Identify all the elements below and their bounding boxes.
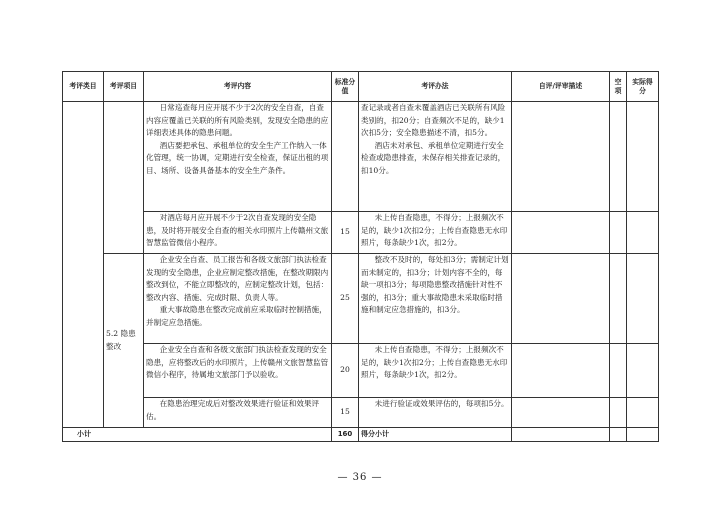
self-eval-cell[interactable] [512,254,610,344]
content-paragraph: 企业安全自查、员工报告和各级文旅部门执法检查发现的安全隐患，企业应制定整改措施，在整改期限内整改到位，不能立即整改的，应制定整改计划，包括：整改内容、措施、完成时限、负责人等。 [146,255,329,302]
subtotal-actual[interactable] [627,428,659,442]
header-actual: 实际得分 [627,72,659,102]
score-cell: 15 [332,398,359,428]
self-eval-cell[interactable] [512,398,610,428]
subtotal-score-label: 得分小计 [359,428,512,442]
method-cell [359,102,512,212]
method-cell [359,344,512,398]
method-paragraph: 整改不及时的，每处扣3分；需制定计划而未制定的，扣3分；计划内容不全的，每缺一项扣3分；每项隐患整改措施针对性不强的，扣3分；重大事故隐患未采取临时措施和制定应急措施的，扣3分。 [361,255,509,315]
evaluation-table [62,71,659,442]
method-paragraph: 未进行验证或效果评估的，每项扣5分。 [374,399,509,408]
header-score: 标准分值 [332,72,359,102]
item-cell-upper [104,102,144,254]
header-item: 考评项目 [104,72,144,102]
category-cell [63,102,104,428]
header-blank: 空项 [610,72,627,102]
method-paragraph: 未上传自查隐患，不得分；上报频次不足的，缺少1次扣2分；上传自查隐患无水印照片，每条缺少1次，扣2分。 [361,345,508,380]
self-eval-cell[interactable] [512,102,610,212]
content-cell [144,254,332,344]
subtotal-self-eval[interactable] [512,428,610,442]
score-cell [332,102,359,212]
blank-cell[interactable] [610,344,627,398]
header-category: 考评类目 [63,72,104,102]
header-self-eval: 自评/评审描述 [512,72,610,102]
content-paragraph: 企业安全自查和各级文旅部门执法检查发现的安全隐患，应将整改后的水印照片，上传赣州文旅智慧监管微信小程序，待属地文旅部门予以验收。 [146,345,329,380]
subtotal-row [63,428,659,442]
content-paragraph: 日常巡查每月应开展不少于2次的安全自查，自查内容应覆盖已关联的所有风险类别，发现安全隐患的应详细表述具体的隐患问题。 [146,103,329,138]
actual-score-cell[interactable] [627,254,659,344]
score-cell: 15 [332,212,359,254]
method-cell [359,398,512,428]
method-paragraph: 未上传自查隐患，不得分；上报频次不足的，缺少1次扣2分；上传自查隐患无水印照片，每条缺少1次，扣2分。 [361,213,508,248]
table-row [63,254,659,344]
blank-cell[interactable] [610,212,627,254]
subtotal-blank[interactable] [610,428,627,442]
content-cell [144,398,332,428]
method-cell [359,254,512,344]
actual-score-cell[interactable] [627,344,659,398]
page-number: — 36 — [337,472,383,483]
table-row [63,344,659,398]
self-eval-cell[interactable] [512,344,610,398]
actual-score-cell[interactable] [627,398,659,428]
content-paragraph: 在隐患治理完成后对整改效果进行验证和效果评估。 [146,399,320,421]
table-row [63,212,659,254]
method-cell [359,212,512,254]
content-paragraph: 对酒店每月应开展不少于2次自查发现的安全隐患，及时将开展安全自查的相关水印照片上传赣州文旅智慧监管微信小程序。 [146,213,329,248]
subtotal-label: 小计 [63,428,332,442]
method-paragraph: 酒店未对承包、承租单位定期进行安全检查或隐患排查，未保存相关排查记录的，扣10分。 [361,140,506,175]
blank-cell[interactable] [610,102,627,212]
actual-score-cell[interactable] [627,102,659,212]
method-paragraph: 查记录或者自查未覆盖酒店已关联所有风险类别的，扣20分；自查频次不足的，缺少1次扣5分；安全隐患描述不清，扣5分。 [361,103,506,138]
score-cell: 25 [332,254,359,344]
content-paragraph: 重大事故隐患在整改完成前应采取临时控制措施，并制定应急措施。 [146,305,327,327]
content-cell [144,344,332,398]
header-method: 考评办法 [359,72,512,102]
subitem-cell: 5.2 隐患整改 [104,254,144,428]
content-cell [144,212,332,254]
blank-cell[interactable] [610,254,627,344]
table-row [63,102,659,212]
content-cell [144,102,332,212]
blank-cell[interactable] [610,398,627,428]
content-paragraph: 酒店要把承包、承租单位的安全生产工作纳入一体化管理，统一协调，定期进行安全检查，保证出租的项目、场所、设备具备基本的安全生产条件。 [146,140,329,175]
header-row [63,72,659,102]
subtotal-score: 160 [332,428,359,442]
header-content: 考评内容 [144,72,332,102]
actual-score-cell[interactable] [627,212,659,254]
score-cell: 20 [332,344,359,398]
self-eval-cell[interactable] [512,212,610,254]
table-row [63,398,659,428]
